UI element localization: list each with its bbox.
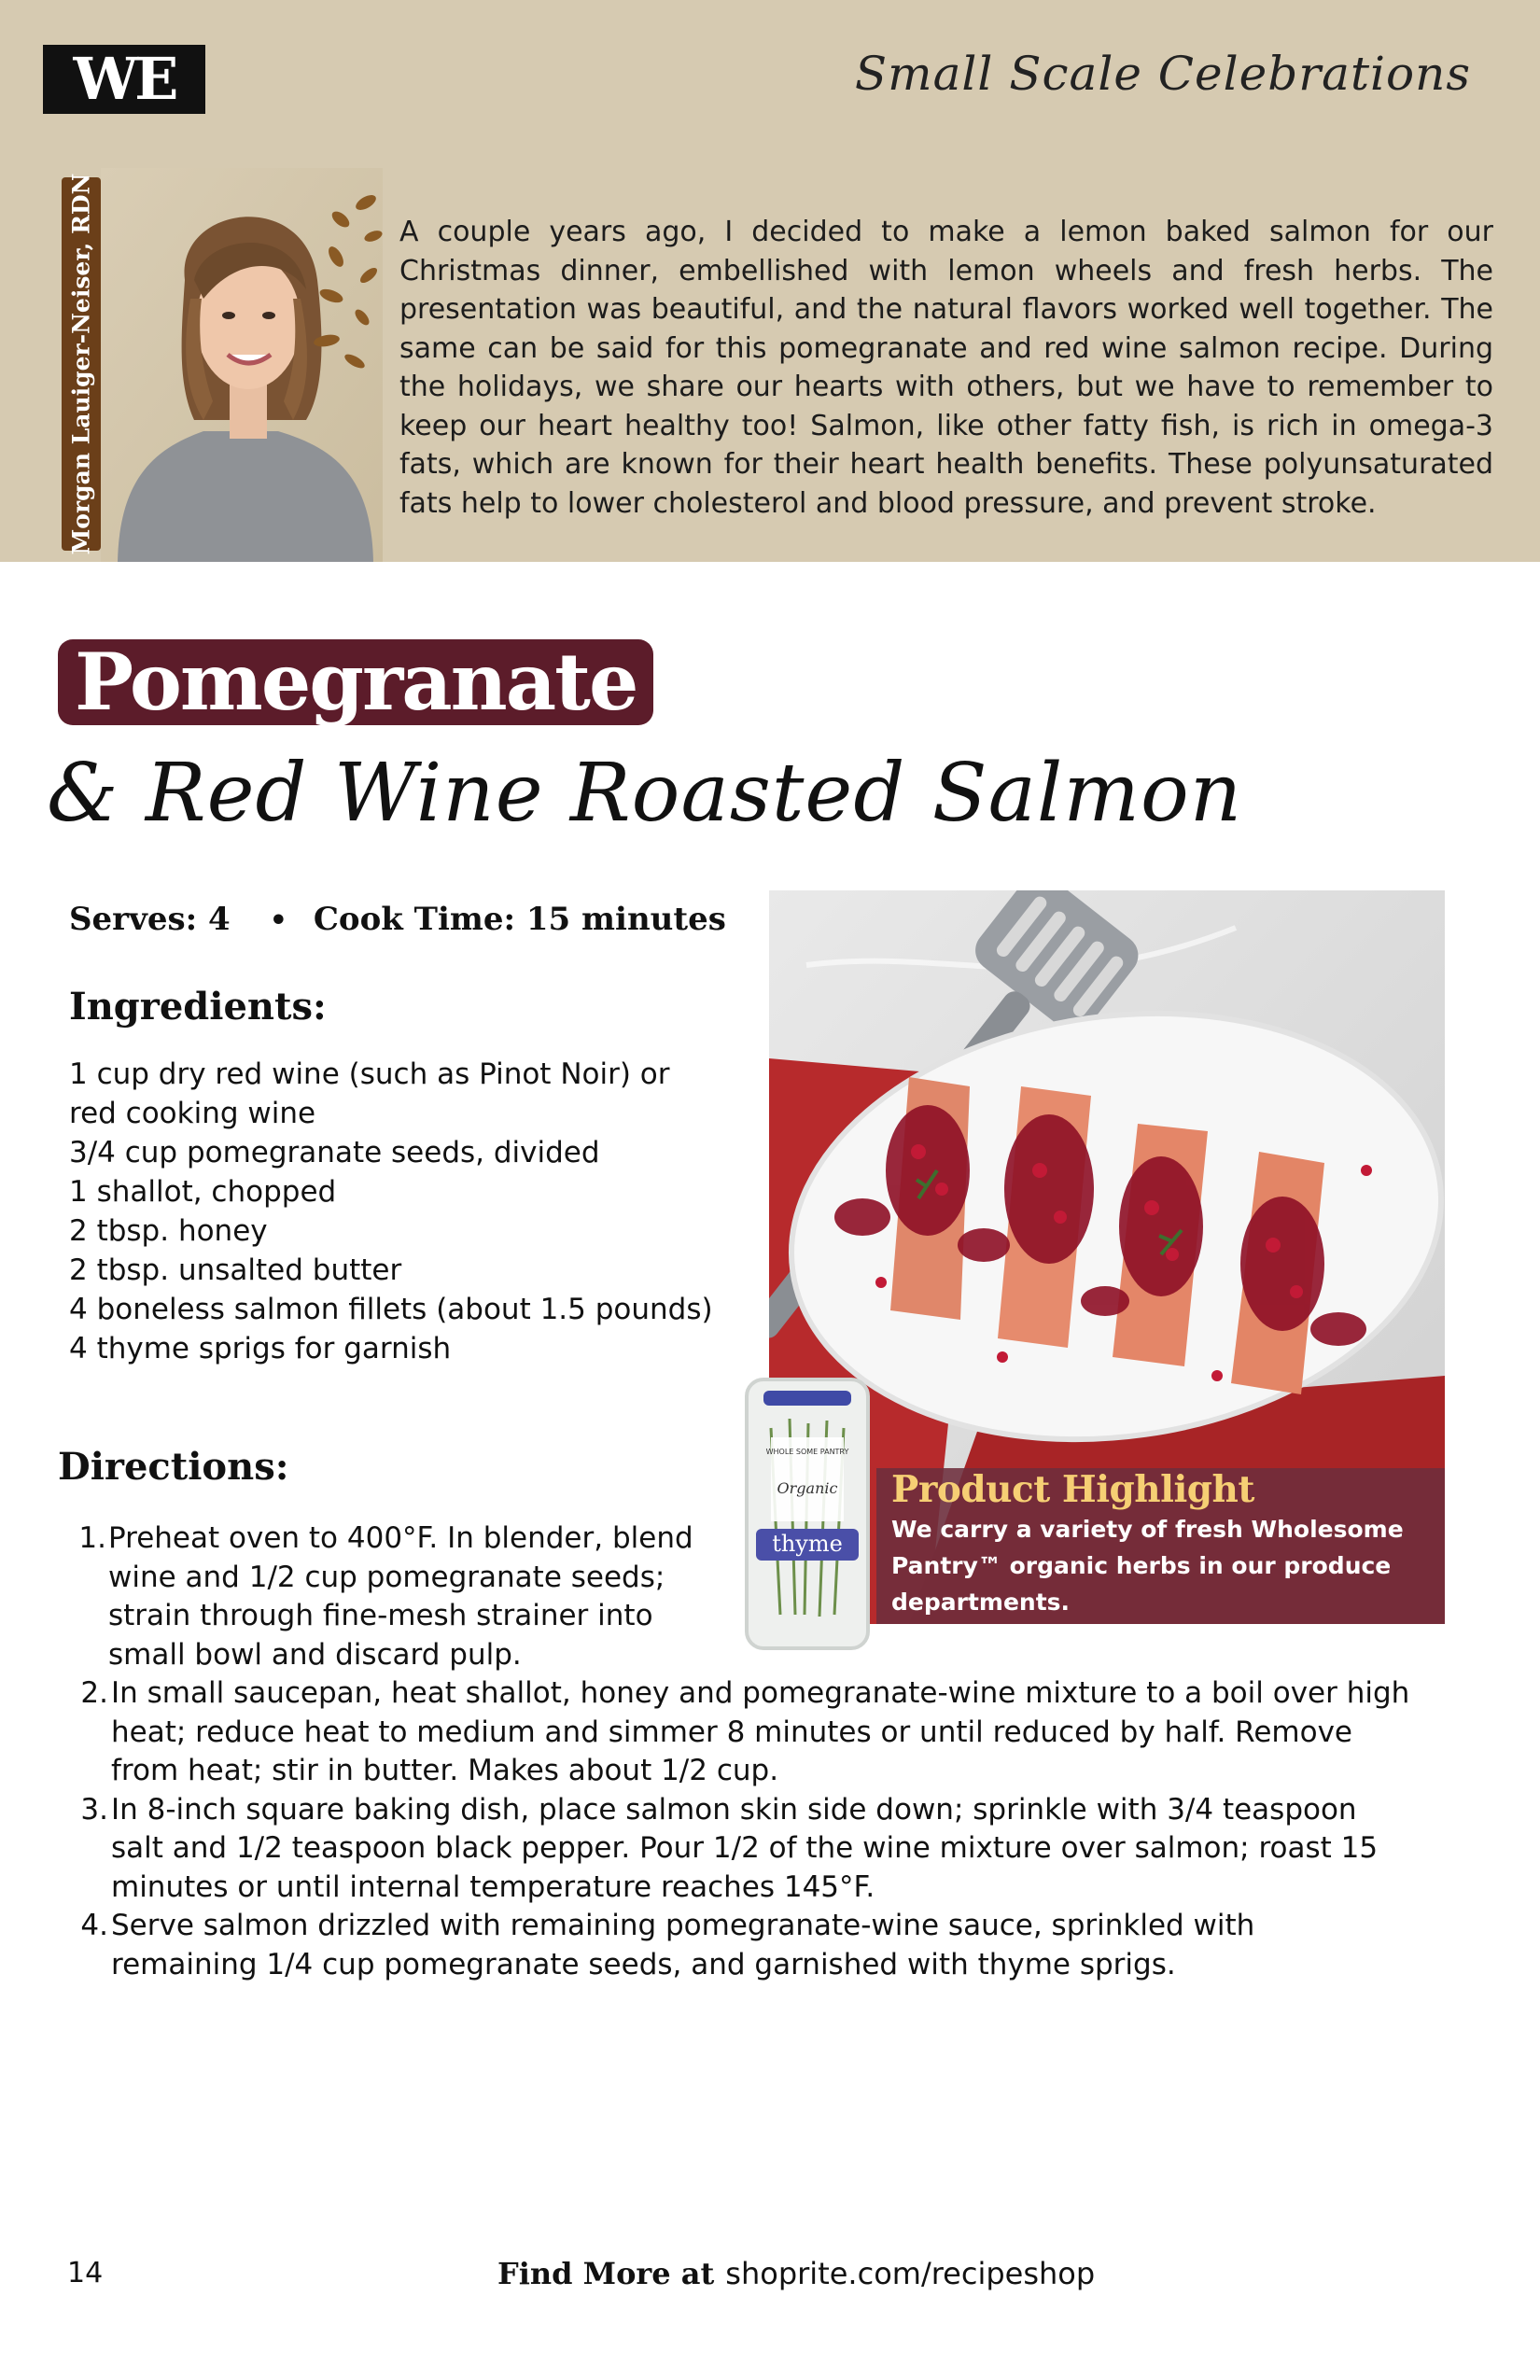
step-number: 1. bbox=[78, 1521, 106, 1555]
step-line: strain through fine-mesh strainer into bbox=[108, 1599, 653, 1632]
product-highlight bbox=[876, 1468, 1445, 1624]
step-number: 4. bbox=[80, 1909, 108, 1942]
leaf-decoration-icon bbox=[299, 191, 383, 378]
list-item: 1 shallot, chopped bbox=[69, 1175, 337, 1209]
ingredients-list bbox=[69, 1055, 722, 1368]
step-line: small bowl and discard pulp. bbox=[108, 1637, 522, 1672]
header-band bbox=[0, 0, 1540, 562]
thyme-package-image bbox=[743, 1372, 872, 1654]
recipe-meta bbox=[69, 901, 726, 938]
serves: Serves: 4 bbox=[69, 901, 231, 938]
intro-paragraph: A couple years ago, I decided to make a lemon baked salmon for our Christmas dinner, embellished with lemon wheels and fresh herbs. The presentation was beautiful, and the natural flavors worked well together. The same can be said for this pomegranate and red wine salmon recipe. During the holidays, we share our hearts with others, but we have to remember to keep our heart healthy too! Salmon, like other fatty fish, is rich in omega-3 fats, which are known for their heart health benefits. These polyunsaturated fats help to lower cholesterol and blood pressure, and prevent stroke. bbox=[399, 216, 1493, 520]
step-line: In 8-inch square baking dish, place salmon skin side down; sprinkle with 3/4 teaspoon bbox=[111, 1792, 1357, 1827]
product-highlight-title: Product Highlight bbox=[891, 1468, 1254, 1511]
recipe-subtitle: & Red Wine Roasted Salmon bbox=[47, 747, 1243, 840]
recipe-title: Pomegranate bbox=[58, 639, 653, 725]
ingredients-heading: Ingredients: bbox=[69, 985, 327, 1029]
bullet-dot: • bbox=[269, 904, 287, 937]
list-item: 2 tbsp. honey bbox=[69, 1214, 268, 1248]
product-highlight-line: Pantry™ organic herbs in our produce bbox=[891, 1552, 1392, 1579]
author-name-tag bbox=[62, 173, 101, 555]
list-item: 2 tbsp. unsalted butter bbox=[69, 1253, 402, 1287]
list-item: 4 thyme sprigs for garnish bbox=[69, 1332, 452, 1365]
we-logo: WE bbox=[43, 45, 205, 114]
footer-lead: Find More at bbox=[497, 2256, 715, 2291]
cook-time: Cook Time: 15 minutes bbox=[313, 901, 726, 938]
series-title: Small Scale Celebrations bbox=[854, 47, 1471, 101]
list-item: 3/4 cup pomegranate seeds, divided bbox=[69, 1136, 600, 1169]
product-highlight-line: departments. bbox=[891, 1589, 1071, 1616]
step-number: 3. bbox=[80, 1792, 108, 1827]
list-item: 4 boneless salmon fillets (about 1.5 pounds) bbox=[69, 1293, 713, 1326]
footer-url[interactable]: shoprite.com/recipeshop bbox=[725, 2256, 1096, 2291]
product-highlight-line: We carry a variety of fresh Wholesome bbox=[891, 1516, 1404, 1543]
step-line: remaining 1/4 cup pomegranate seeds, and garnished with thyme sprigs. bbox=[111, 1947, 1176, 1981]
step-line: salt and 1/2 teaspoon black pepper. Pour 1/2 of the wine mixture over salmon; roast 15 bbox=[111, 1831, 1379, 1865]
step-line: In small saucepan, heat shallot, honey and pomegranate-wine mixture to a boil over high bbox=[111, 1676, 1410, 1710]
package-organic: Organic bbox=[777, 1479, 838, 1497]
list-item: red cooking wine bbox=[69, 1097, 316, 1130]
author-name: Morgan Lauiger-Neiser, RDN bbox=[67, 173, 95, 555]
step-line: Serve salmon drizzled with remaining pomegranate-wine sauce, sprinkled with bbox=[111, 1909, 1255, 1942]
step-number: 2. bbox=[80, 1676, 108, 1710]
directions-heading: Directions: bbox=[58, 1445, 289, 1489]
step-line: from heat; stir in butter. Makes about 1/2 cup. bbox=[111, 1754, 779, 1787]
page-number: 14 bbox=[67, 2257, 104, 2289]
step-line: heat; reduce heat to medium and simmer 8 minutes or until reduced by half. Remove bbox=[111, 1715, 1352, 1749]
package-label: thyme bbox=[772, 1531, 843, 1557]
step-line: minutes or until internal temperature reaches 145°F. bbox=[111, 1869, 875, 1904]
step-line: Preheat oven to 400°F. In blender, blend bbox=[108, 1521, 693, 1555]
list-item: 1 cup dry red wine (such as Pinot Noir) or bbox=[69, 1057, 670, 1091]
footer-link[interactable] bbox=[497, 2256, 1095, 2291]
step-line: wine and 1/2 cup pomegranate seeds; bbox=[108, 1560, 665, 1594]
package-brand: WHOLE SOME PANTRY bbox=[765, 1448, 849, 1456]
